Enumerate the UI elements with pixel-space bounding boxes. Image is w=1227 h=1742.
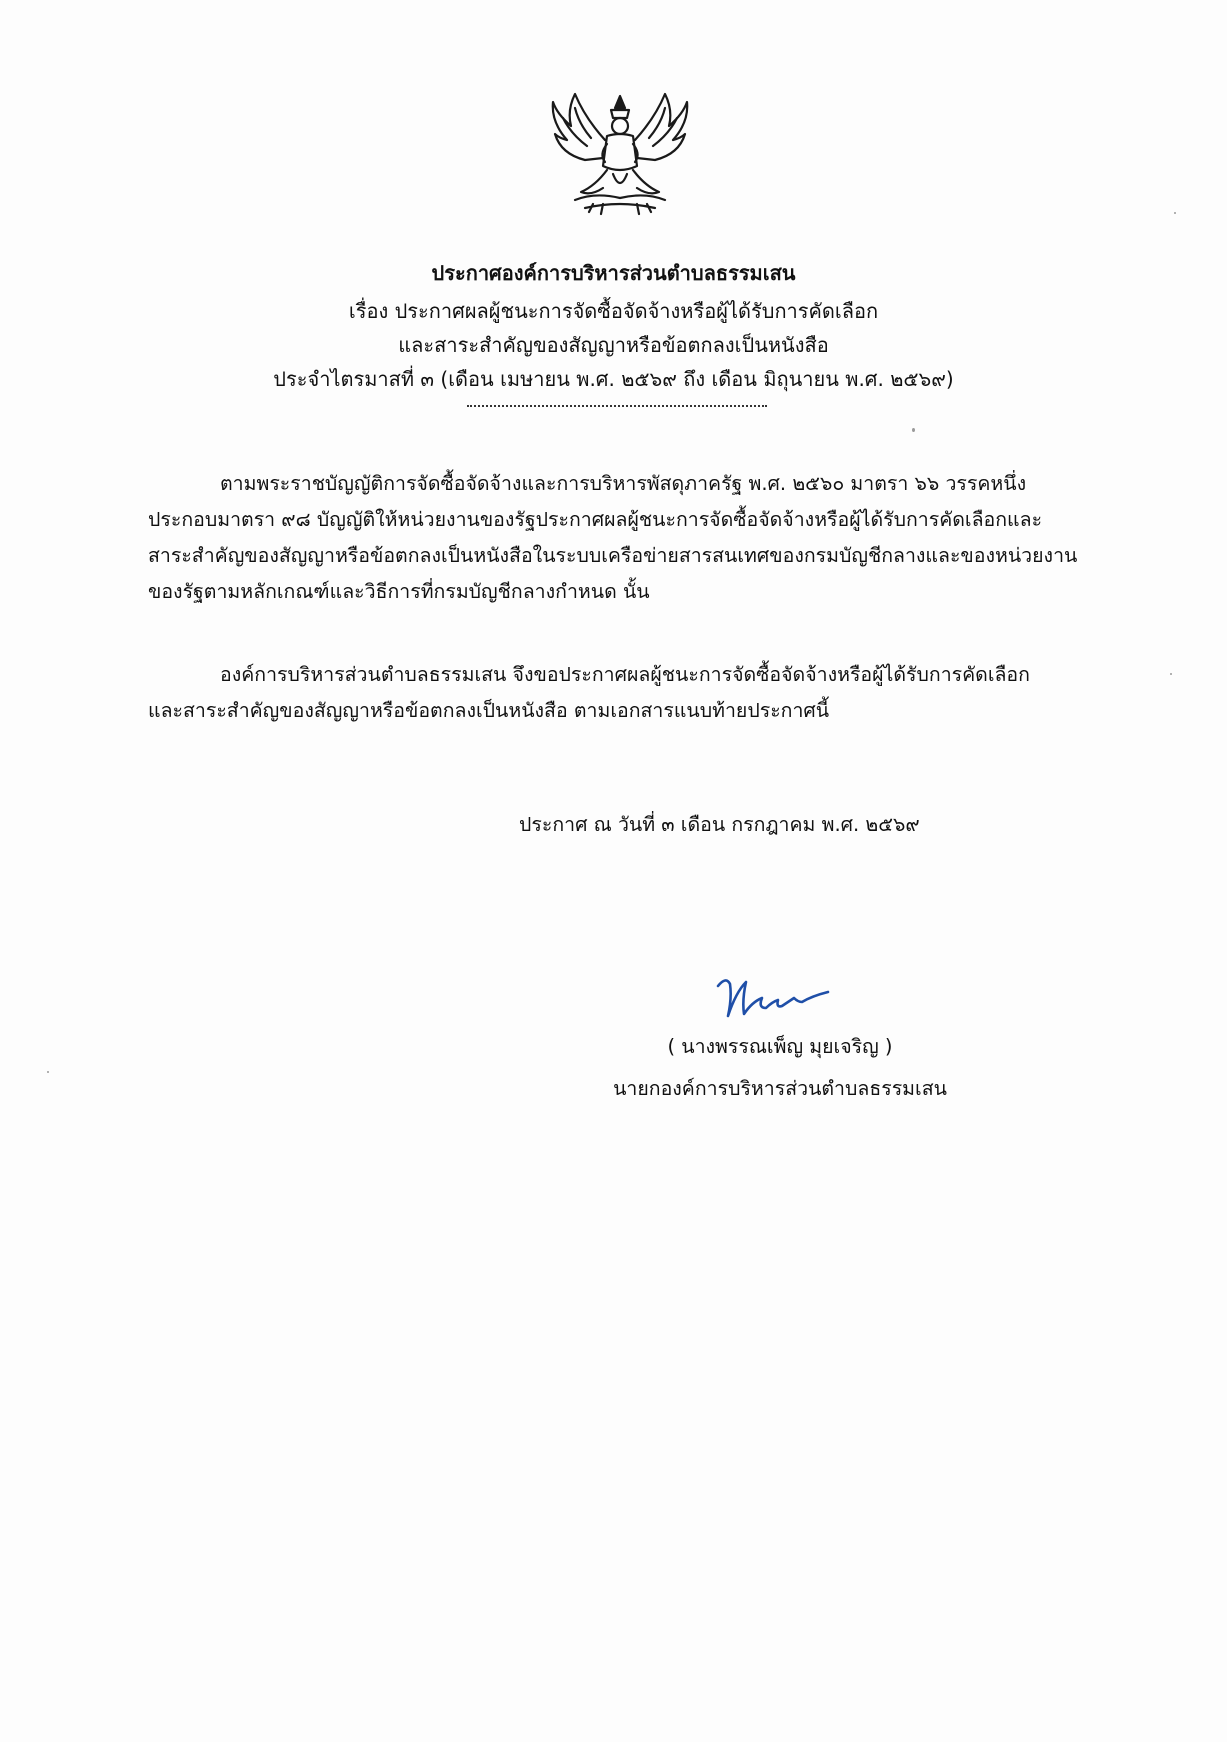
scan-speck <box>1174 212 1176 214</box>
signer-position: นายกองค์การบริหารส่วนตำบลธรรมเสน <box>613 1077 947 1100</box>
announcement-title: ประกาศองค์การบริหารส่วนตำบลธรรมเสน <box>431 261 796 285</box>
paragraph-line: ของรัฐตามหลักเกณฑ์และวิธีการที่กรมบัญชีกลางกำหนด นั้น <box>148 580 650 603</box>
paragraph-line: องค์การบริหารส่วนตำบลธรรมเสน จึงขอประกาศผลผู้ชนะการจัดซื้อจัดจ้างหรือผู้ได้รับการคัดเลือก <box>220 663 1030 686</box>
handwritten-signature <box>712 972 832 1024</box>
paragraph-line: และสาระสำคัญของสัญญาหรือข้อตกลงเป็นหนังสือ ตามเอกสารแนบท้ายประกาศนี้ <box>148 699 830 722</box>
body-paragraph-1 <box>148 466 1128 610</box>
announcement-date: ประกาศ ณ วันที่ ๓ เดือน กรกฎาคม พ.ศ. ๒๕๖๙ <box>519 813 920 836</box>
dotted-divider <box>467 405 767 407</box>
body-paragraph-2 <box>148 657 1128 729</box>
garuda-emblem-icon <box>545 88 695 220</box>
signer-name: ( นางพรรณเพ็ญ มุยเจริญ ) <box>667 1035 893 1058</box>
paragraph-line: สาระสำคัญของสัญญาหรือข้อตกลงเป็นหนังสือในระบบเครือข่ายสารสนเทศของกรมบัญชีกลางและของหน่วยงาน <box>148 544 1078 567</box>
scan-speck <box>1170 673 1172 675</box>
paragraph-line: ตามพระราชบัญญัติการจัดซื้อจัดจ้างและการบริหารพัสดุภาครัฐ พ.ศ. ๒๕๖๐ มาตรา ๖๖ วรรคหนึ่ง <box>220 472 1027 495</box>
scan-speck <box>47 1071 49 1073</box>
quarter-period: ประจำไตรมาสที่ ๓ (เดือน เมษายน พ.ศ. ๒๕๖๙ ถึง เดือน มิถุนายน พ.ศ. ๒๕๖๙) <box>273 367 954 391</box>
scan-speck <box>912 428 915 432</box>
subject-line-1: เรื่อง ประกาศผลผู้ชนะการจัดซื้อจัดจ้างหรือผู้ได้รับการคัดเลือก <box>348 299 879 323</box>
subject-line-2: และสาระสำคัญของสัญญาหรือข้อตกลงเป็นหนังสือ <box>398 333 829 357</box>
paragraph-line: ประกอบมาตรา ๙๘ บัญญัติให้หน่วยงานของรัฐประกาศผลผู้ชนะการจัดซื้อจัดจ้างหรือผู้ได้รับการคัดเลือกและ <box>148 508 1043 531</box>
